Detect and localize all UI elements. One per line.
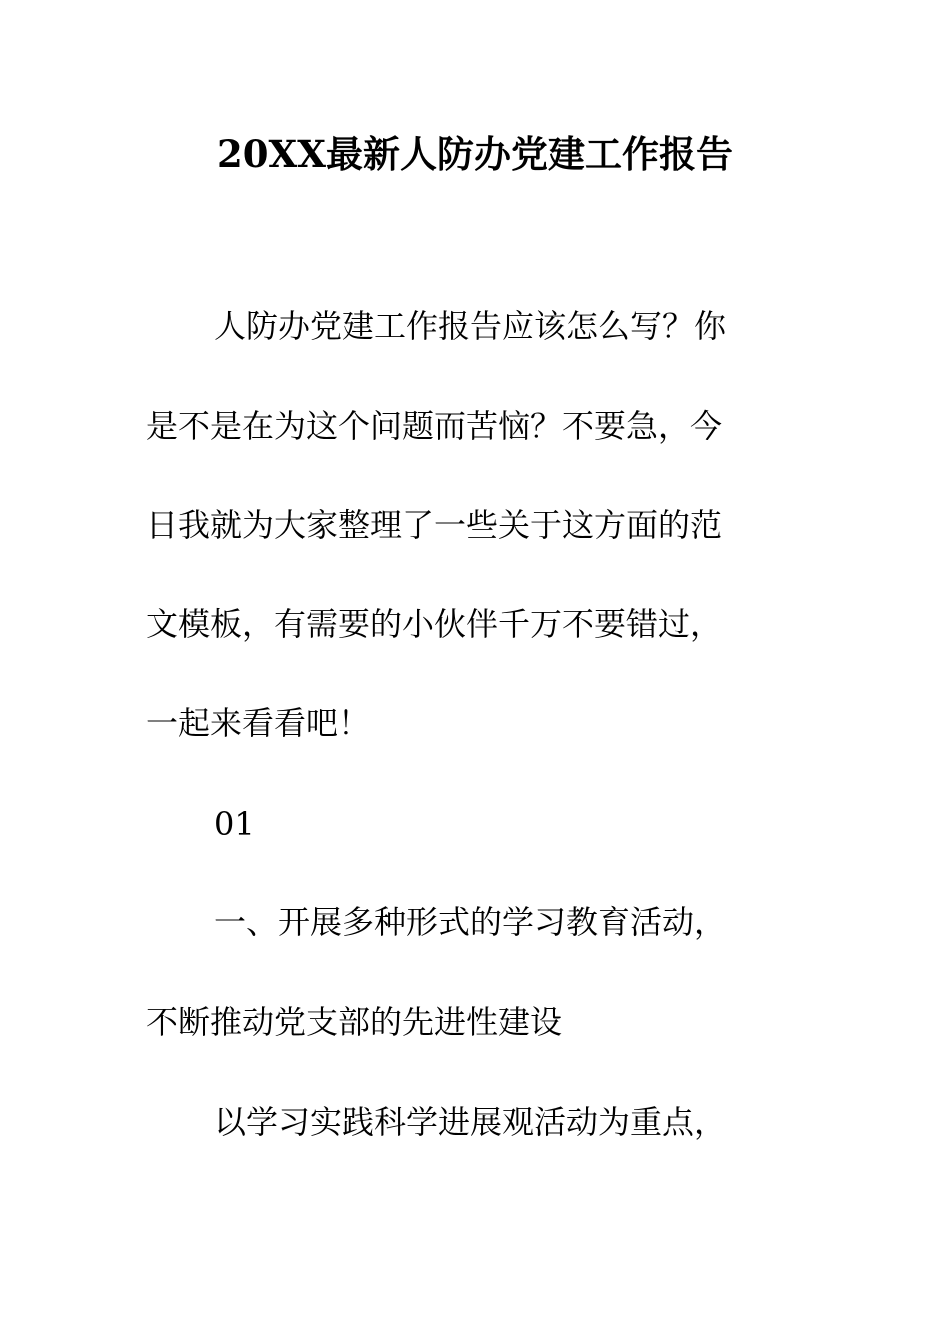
paragraph-line: 人防办党建工作报告应该怎么写？你: [214, 307, 727, 345]
section-heading-line: 不断推动党支部的先进性建设: [146, 1003, 563, 1041]
paragraph-line: 文模板，有需要的小伙伴千万不要错过，: [146, 605, 723, 643]
paragraph-line: 以学习实践科学进展观活动为重点，: [214, 1103, 727, 1141]
paragraph-line: 是不是在为这个问题而苦恼？不要急，今: [146, 407, 723, 445]
section-heading-line: 一、开展多种形式的学习教育活动，: [214, 903, 727, 941]
section-number: 01: [214, 805, 255, 843]
paragraph-line: 一起来看看吧！: [146, 704, 371, 742]
document-title: 20XX最新人防办党建工作报告: [217, 132, 733, 176]
paragraph-line: 日我就为大家整理了一些关于这方面的范: [146, 506, 723, 544]
